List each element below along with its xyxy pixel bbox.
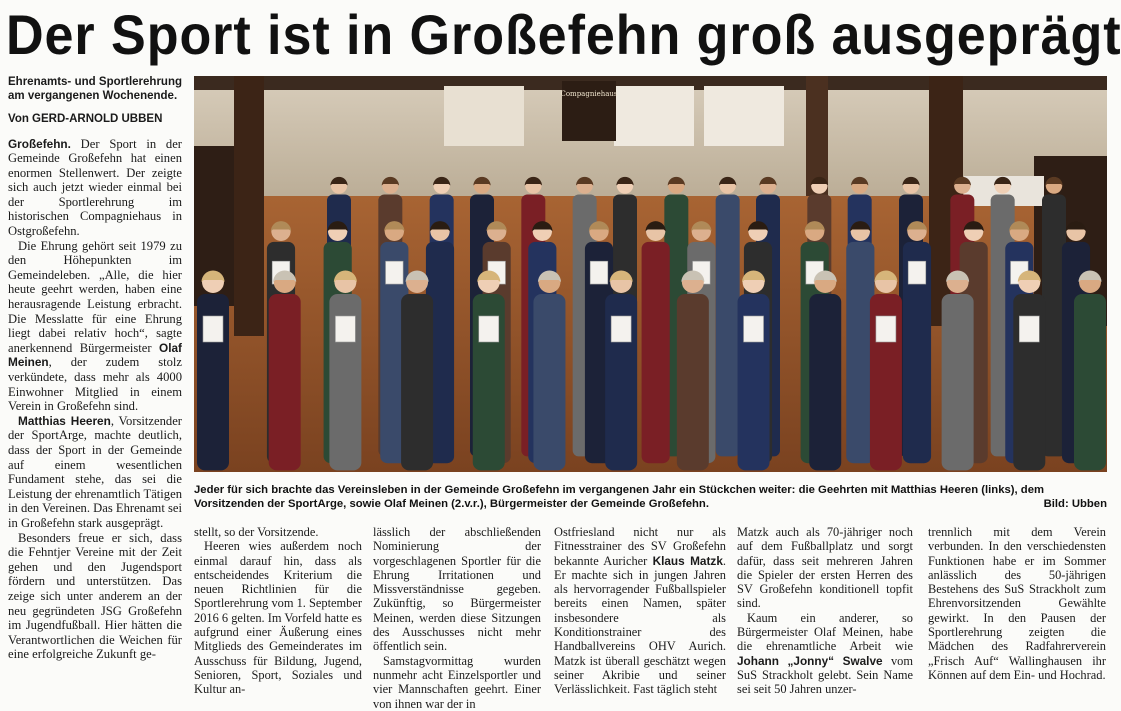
photo-caption <box>194 483 1107 511</box>
person <box>942 271 974 471</box>
person <box>473 271 505 471</box>
group-photo <box>194 76 1107 472</box>
paragraph-3-text: , Vorsitzender der SportArge, machte deutlich, dass der Sport in der Gemeinde auf einem wesentlichen Fundament stehe, das sei die Leistung der ehrenamtlich Tätigen in den Vereinen. Das Ehrenamt sei in Großefehn stark ausgeprägt. <box>8 413 182 530</box>
person <box>738 271 770 471</box>
certificate <box>335 316 355 342</box>
column-2-paragraph-1: stellt, so der Vorsitzende. <box>194 525 319 539</box>
column-4 <box>554 525 726 697</box>
column-5-text-b: vom SuS Strackholt gelebt. Sein Name sei seit 50 Jahren unzer- <box>737 653 913 697</box>
byline: Von GERD-ARNOLD UBBEN <box>8 113 163 125</box>
name-klaus-matzk: Klaus Matzk <box>652 553 723 568</box>
column-4-text-a: Ostfriesland nicht nur als Fitnesstrainer des SV Großefehn bekannte Auricher <box>554 525 726 568</box>
column-3-paragraph-2: Samstagvormittag wurden nunmehr acht Einzelsportler und vier Mannschaften geehrt. Einer von ihnen war der in <box>373 653 541 711</box>
person <box>642 221 670 463</box>
person <box>605 271 637 471</box>
person <box>533 271 565 471</box>
column-6 <box>928 525 1106 690</box>
certificate <box>386 261 404 284</box>
paragraph-2 <box>8 239 182 414</box>
paragraph-2-text-a: Die Ehrung gehört seit 1979 zu den Höhepunkten im Gemeindeleben. „Alle, die hier heute geehrt werden, haben eine herausragende Leistung erbracht. Die Messlatte für eine Ehrung liegt dabei relativ hoch“, sagte anerkennend Bürgermeister <box>8 238 182 355</box>
paragraph-1-text: Der Sport in der Gemeinde Großefehn hat einen enormen Stellenwert. Der zeigte sich auch jetzt wieder einmal bei der Sportlerehrung im historischen Compagniehaus in Ostgroßefehn. <box>8 136 182 239</box>
paragraph-4: Besonders freue er sich, dass die Fehntjer Vereine mit der Zeit gehen und den Jugendsport fördern und unterstützen. Das zeige sich unter anderem an der neu gegründeten JSG Großefehn im Jugendfußball. Hier hätten die Verantwortlichen die Weichen für eine erfolgreiche Zukunft ge- <box>8 530 182 662</box>
left-column <box>8 76 182 688</box>
column-5-text-a: Kaum ein anderer, so Bürgermeister Olaf Meinen, habe die ehrenamtliche Arbeit wie <box>737 610 913 654</box>
paragraph-1 <box>8 137 182 239</box>
column-5-paragraph-2 <box>737 611 913 697</box>
column-5-paragraph-1: Matzk auch als 70-jähriger noch auf dem Fußballplatz und sorgt dafür, dass seit mehreren Jahren die Spieler der ersten Herren des SV Großefehn konditionell topfit sind. <box>737 525 913 611</box>
person <box>329 271 361 471</box>
column-2 <box>194 525 362 697</box>
person <box>401 271 433 471</box>
person <box>677 271 709 471</box>
column-3-paragraph-1: lässlich der abschließenden Nominierung der vorgeschlagenen Sportler für die Ehrung Irritationen und Missverständnisse gegeben. Zukünftig, so Bürgermeister Meinen, werden diese Sitzungen des Ausschusses nicht mehr öffentlich sein. <box>373 525 541 654</box>
column-4-text-b: . Er machte sich in jungen Jahren als hervorragender Fußballspieler bereits einen Namen, später insbesondere als Konditionstrainer des Handballvereins OHV Aurich. Matzk ist überall geschätzt wegen seiner Akribie und seiner Verlässlichkeit. Fast täglich steht <box>554 553 726 697</box>
photo-credit: Bild: Ubben <box>1043 498 1107 510</box>
person <box>870 271 902 471</box>
name-olaf-meinen: Olaf Meinen <box>8 340 182 370</box>
name-johann-swalve: Johann „Jonny“ Swalve <box>737 653 883 668</box>
certificate <box>876 316 896 342</box>
column-3 <box>373 525 541 711</box>
headline: Der Sport ist in Großefehn groß ausgeprägt <box>6 3 1121 66</box>
person <box>809 271 841 471</box>
column-2-paragraph-2: Heeren wies außerdem noch einmal darauf hin, dass als entscheidendes Kriterium die neuen Richtlinien für die Sportlerehrung vom 1. September 2016 6 gelten. Im Vorfeld hatte es aufgrund einer Äußerung eines Mitglieds des Gemeinderates im Ausschuss für Bildung, Jugend, Senioren, Sport, Soziales und Kultur an- <box>194 539 362 697</box>
certificate <box>479 316 499 342</box>
name-matthias-heeren: Matthias Heeren <box>18 413 111 428</box>
banner-text: Compagniehaus <box>560 90 618 98</box>
caption-text: Jeder für sich brachte das Vereinsleben in der Gemeinde Großefehn im vergangenen Jahr ein Stückchen weiter: die Geehrten mit Matthias Heeren (links), dem Vorsitzenden der SportArge, sowie Olaf Meinen (2.v.r.), Bürgermeister der Gemeinde Großefehn. <box>194 484 1045 510</box>
certificate <box>611 316 631 342</box>
certificate <box>908 261 926 284</box>
dateline: Großefehn. <box>8 136 71 151</box>
certificate <box>1019 316 1039 342</box>
person <box>903 221 931 463</box>
person <box>716 177 740 457</box>
certificate <box>744 316 764 342</box>
person <box>1013 271 1045 471</box>
paragraph-2-text-b: , der zudem stolz verkündete, dass mehr als 4000 Einwohner Mitglied in einem Verein in Großefehn sind. <box>8 355 182 414</box>
column-4-paragraph-1 <box>554 525 726 697</box>
person <box>1074 271 1106 471</box>
person <box>269 271 301 471</box>
column-6-paragraph-1: trennlich mit dem Verein verbunden. In den verschiedensten Funktionen habe er im Sommer anlässlich des 50-jährigen Bestehens des SuS Strackholt zum Ehrenvorsitzenden Gewählte gewirkt. In den Pausen der Sportlerehrung zeigten die Mädchen des Radfahrerverein „Frisch Auf“ Wallinghausen ihr Können auf dem Ein- und Hochrad. <box>928 525 1106 682</box>
subheading: Ehrenamts- und Sportlerehrung am vergangenen Wochenende. <box>8 76 182 102</box>
person <box>197 271 229 471</box>
paragraph-3 <box>8 414 182 531</box>
group-photo-illustration <box>194 76 1107 472</box>
certificate <box>203 316 223 342</box>
certificate <box>590 261 608 284</box>
column-5 <box>737 525 913 697</box>
